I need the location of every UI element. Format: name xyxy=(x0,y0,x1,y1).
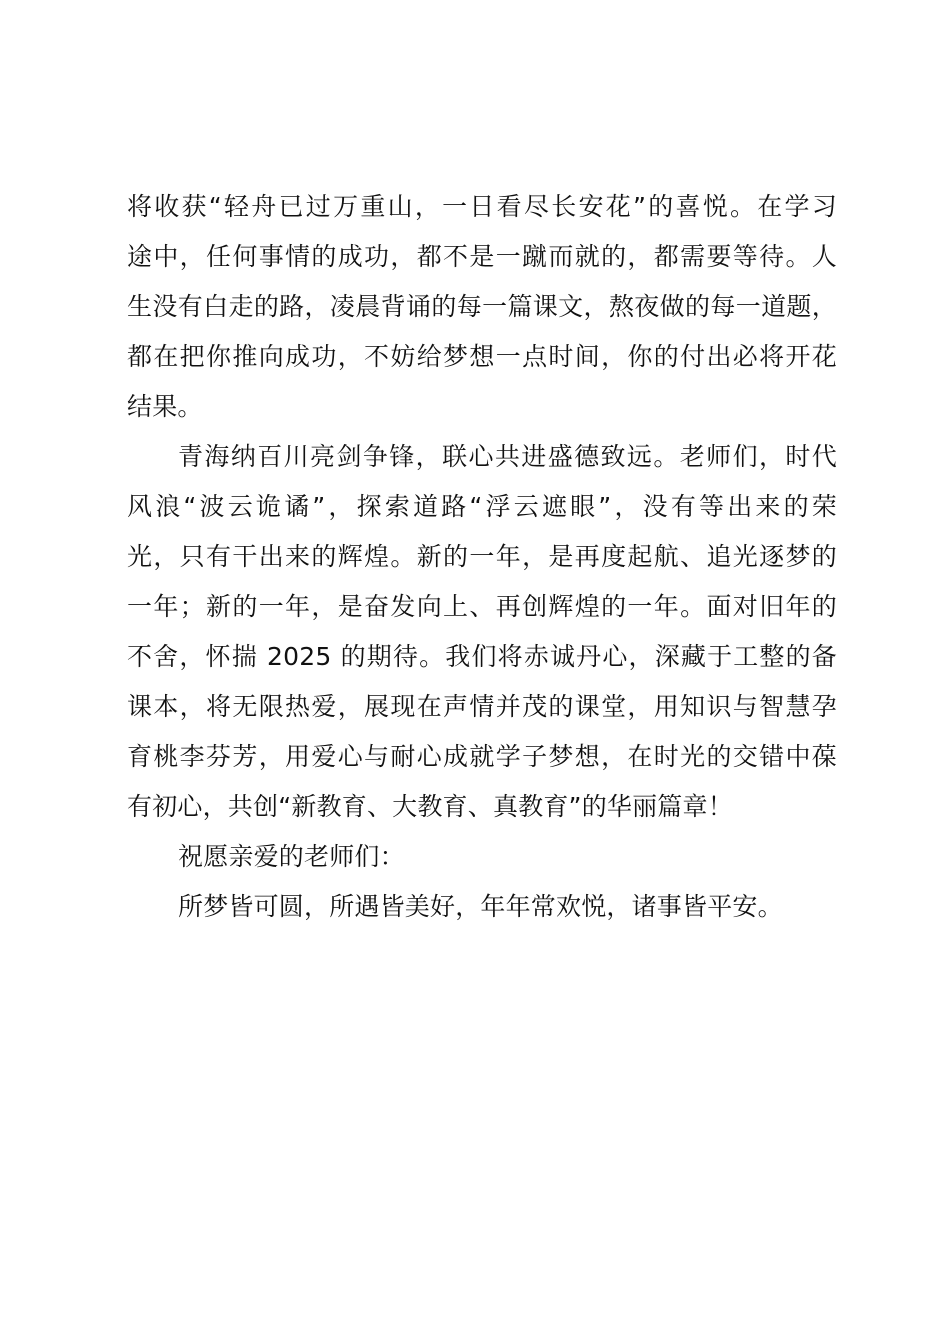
text-line-4: 都在把你推向成功，不妨给梦想一点时间，你的付出必将开花 xyxy=(127,342,837,371)
text-line-2: 途中，任何事情的成功，都不是一蹴而就的，都需要等待。人 xyxy=(127,242,837,271)
text-line-1: 将收获“轻舟已过万重山，一日看尽长安花”的喜悦。在学习 xyxy=(127,192,837,221)
body-text xyxy=(127,182,837,932)
text-line-12: 育桃李芬芳，用爱心与耐心成就学子梦想，在时光的交错中葆 xyxy=(127,742,837,771)
text-line-3: 生没有白走的路，凌晨背诵的每一篇课文，熬夜做的每一道题， xyxy=(127,292,837,321)
text-line-13: 有初心，共创“新教育、大教育、真教育”的华丽篇章！ xyxy=(127,792,733,821)
text-line-8: 光，只有干出来的辉煌。新的一年，是再度起航、追光逐梦的 xyxy=(127,542,837,571)
text-line-6: 青海纳百川亮剑争锋，联心共进盛德致远。老师们，时代 xyxy=(178,442,837,471)
greeting-line: 祝愿亲爱的老师们： xyxy=(178,842,405,871)
text-line-9: 一年；新的一年，是奋发向上、再创辉煌的一年。面对旧年的 xyxy=(127,592,837,621)
text-line-7: 风浪“波云诡谲”，探索道路“浮云遮眼”，没有等出来的荣 xyxy=(127,492,837,521)
wishes-line: 所梦皆可圆，所遇皆美好，年年常欢悦，诸事皆平安。 xyxy=(178,892,783,921)
text-line-10: 不舍，怀揣 2025 的期待。我们将赤诚丹心，深藏于工整的备 xyxy=(127,642,837,671)
text-line-11: 课本，将无限热爱，展现在声情并茂的课堂，用知识与智慧孕 xyxy=(127,692,837,721)
text-line-5: 结果。 xyxy=(127,392,203,421)
